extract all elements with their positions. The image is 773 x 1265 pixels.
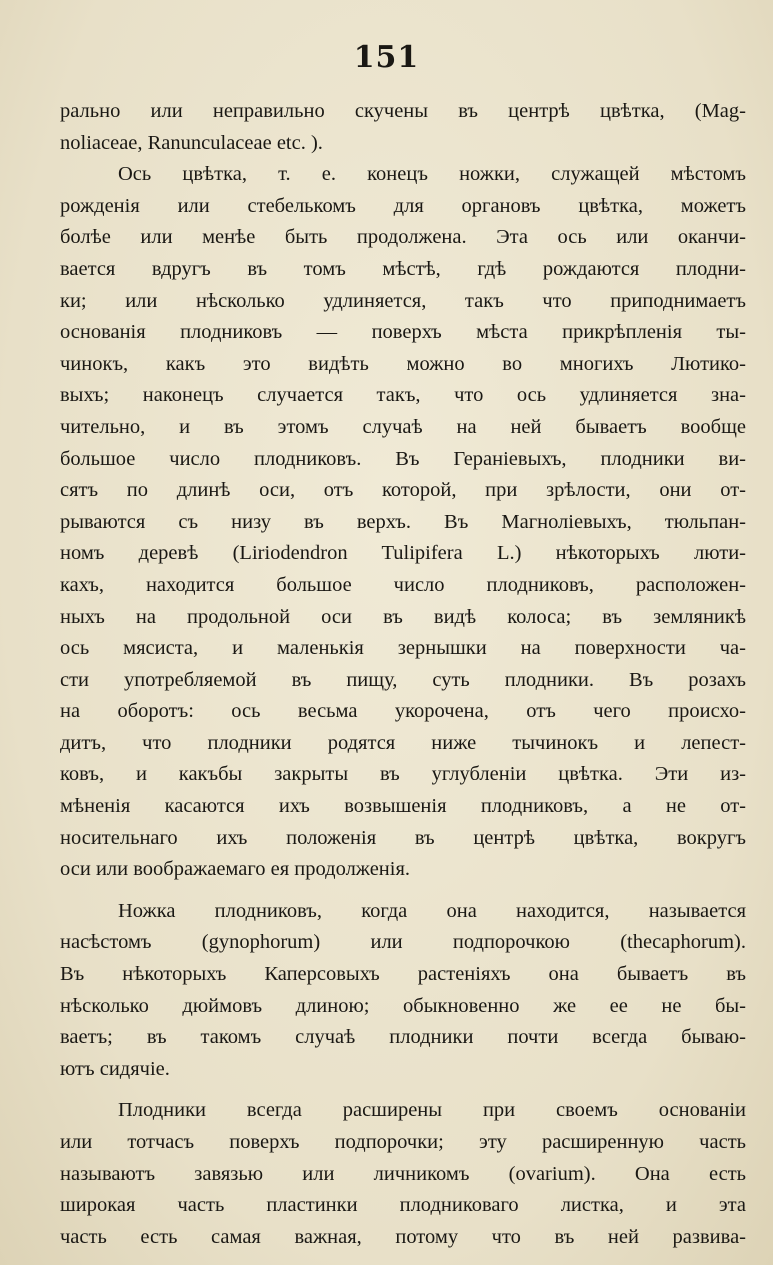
text-line: Плодники всегда расширены при своемъ основаніи (118, 1099, 746, 1122)
text-line: выхъ; наконецъ случается такъ, что ось удлиняется зна- (60, 384, 746, 407)
paragraph-gap (60, 886, 746, 896)
paragraph (60, 896, 746, 1086)
text-line: ныхъ на продольной оси въ видѣ колоса; въ земляникѣ (60, 605, 746, 628)
paragraph-gap (60, 1085, 746, 1095)
text-line: Въ нѣкоторыхъ Каперсовыхъ растеніяхъ она бываетъ въ (60, 963, 746, 986)
text-line: рально или неправильно скучены въ центрѣ цвѣтка, (Mag- (60, 100, 746, 122)
text-line: основанія плодниковъ — поверхъ мѣста прикрѣпленія ты- (60, 321, 746, 344)
page-number: 151 (353, 40, 420, 75)
text-line: кахъ, находится большое число плодниковъ, расположен- (60, 573, 746, 596)
text-line: мѣненія касаются ихъ возвышенія плодниковъ, а не от- (60, 795, 746, 818)
text-line: часть есть самая важная, потому что въ ней развива- (60, 1225, 746, 1248)
text-line: ось мясиста, и маленькія зернышки на поверхности ча- (60, 637, 746, 660)
text-line: носительнаго ихъ положенія въ центрѣ цвѣтка, вокругъ (60, 826, 746, 849)
text-line: называютъ завязью или личникомъ (ovarium). Она есть (60, 1162, 746, 1185)
text-line: ваетъ; въ такомъ случаѣ плодники почти всегда бываю- (60, 1026, 746, 1049)
text-line: номъ деревѣ (Liriodendron Tulipifera L.) нѣкоторыхъ люти- (60, 542, 746, 565)
paragraph (60, 96, 746, 159)
text-line: нѣсколько дюймовъ длиною; обыкновенно же ее не бы- (60, 994, 746, 1017)
text-line: сти употребляемой въ пищу, суть плодники. Въ розахъ (60, 668, 746, 691)
text-line: чительно, и въ этомъ случаѣ на ней бываетъ вообще (60, 415, 746, 438)
text-line: болѣе или менѣе быть продолжена. Эта ось или оканчи- (60, 226, 746, 249)
text-line: ки; или нѣсколько удлиняется, такъ что приподнимаетъ (60, 289, 746, 312)
body-text (60, 96, 746, 1253)
text-line: большое число плодниковъ. Въ Гераніевыхъ, плодники ви- (60, 447, 746, 470)
text-line: ковъ, и какъбы закрыты въ углубленіи цвѣтка. Эти из- (60, 763, 746, 786)
text-line: noliaceae, Ranunculaceae etc. ). (60, 131, 323, 154)
text-line: чинокъ, какъ это видѣть можно во многихъ Лютико- (60, 352, 746, 375)
text-line: рожденія или стебелькомъ для органовъ цвѣтка, можетъ (60, 194, 746, 217)
text-line: Ось цвѣтка, т. е. конецъ ножки, служащей мѣстомъ (118, 163, 746, 186)
text-line: Ножка плодниковъ, когда она находится, называется (118, 899, 746, 922)
text-line: рываются съ низу въ верхъ. Въ Магноліевыхъ, тюльпан- (60, 510, 746, 533)
text-line: оси или воображаемаго ея продолженія. (60, 858, 411, 881)
text-line: ютъ сидячіе. (60, 1057, 170, 1080)
text-line: на оборотъ: ось весьма укорочена, отъ чего происхо- (60, 700, 746, 723)
text-line: насѣстомъ (gynophorum) или подпорочкою (thecaphorum). (60, 931, 746, 954)
paragraph (60, 1095, 746, 1253)
text-line: или тотчасъ поверхъ подпорочки; эту расширенную часть (60, 1131, 746, 1153)
text-line: вается вдругъ въ томъ мѣстѣ, гдѣ рождаются плодни- (60, 257, 746, 280)
text-line: сятъ по длинѣ оси, отъ которой, при зрѣлости, они от- (60, 479, 746, 502)
text-line: дитъ, что плодники родятся ниже тычинокъ и лепест- (60, 731, 746, 754)
paragraph (60, 159, 746, 886)
text-line: широкая часть пластинки плодниковаго листка, и эта (60, 1194, 746, 1217)
